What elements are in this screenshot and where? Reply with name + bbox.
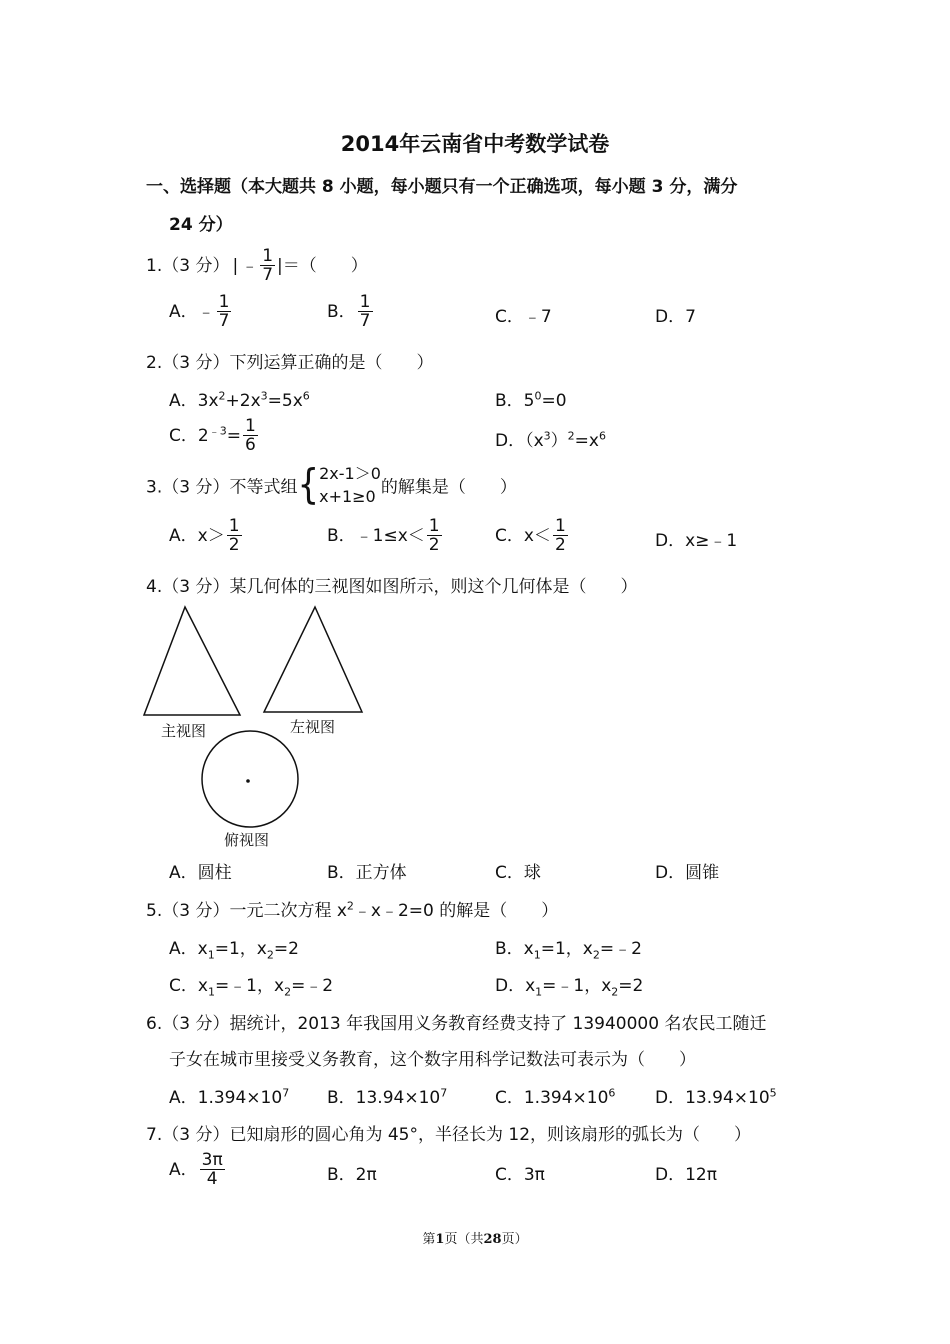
top-view-center-point: [246, 779, 250, 783]
top-view-label: 俯视图: [224, 831, 270, 849]
question-4-option-b: B．正方体: [327, 863, 407, 883]
question-6-option-c: C．$1.394\times 10^6$: [495, 1086, 616, 1108]
question-3-option-c: C．x＜ $\frac{1}{2}$: [495, 516, 566, 555]
question-2-option-a: A．$3x^2+2x^3=5x^6$: [169, 389, 310, 411]
section-heading: 一、选择题（本大题共 8 小题，每小题只有一个正确选项，每小题 3 分，满分: [146, 177, 738, 197]
question-1-option-d: D．7: [655, 307, 696, 327]
question-6-stem: 6.（3 分）据统计，2013 年我国用义务教育经费支持了 13940000 名农民工随迁: [146, 1014, 767, 1034]
front-view-label: 主视图: [161, 722, 207, 740]
question-7-option-c: C．3π: [495, 1165, 545, 1185]
question-3-option-d: D．x≥﹣1: [655, 531, 738, 551]
question-3-option-b: B．﹣1≤x＜ $\frac{1}{2}$: [327, 516, 440, 555]
left-view-triangle: [264, 607, 362, 712]
question-3-stem: 3.（3 分）不等式组{ 2x-1＞0 x+1≥0 的解集是（ ）: [146, 461, 517, 510]
question-2-option-d: D．$(x^3)^2=x^6$: [495, 429, 606, 451]
question-5-option-d: D．$x_1=﹣1$，$x_2=2$: [495, 976, 644, 999]
question-5-option-c: C．$x_1=﹣1$，$x_2=﹣2$: [169, 976, 334, 999]
question-6-stem-cont: 子女在城市里接受义务教育，这个数字用科学记数法可表示为（ ）: [169, 1050, 696, 1070]
question-5-stem: 5.（3 分）一元二次方程 $x^2﹣x﹣2=0$ 的解是（ ）: [146, 899, 559, 921]
question-4-option-a: A．圆柱: [169, 863, 232, 883]
question-6-option-a: A．$1.394\times 10^7$: [169, 1086, 290, 1108]
page-footer: 第1页（共28页）: [422, 1232, 528, 1247]
question-2-stem: 2.（3 分）下列运算正确的是（ ）: [146, 353, 434, 373]
question-4-option-c: C．球: [495, 863, 541, 883]
question-6-option-d: D．$13.94\times 10^5$: [655, 1086, 777, 1108]
question-2-option-b: B．$5^0=0$: [495, 389, 567, 411]
question-6-option-b: B．$13.94\times 10^7$: [327, 1086, 448, 1108]
front-view-triangle: [144, 607, 240, 715]
page-title: 2014年云南省中考数学试卷: [340, 132, 610, 156]
question-5-option-a: A．$x_1=1$，$x_2=2$: [169, 939, 299, 962]
question-7-stem: 7.（3 分）已知扇形的圆心角为 45°，半径长为 12，则该扇形的弧长为（ ）: [146, 1125, 752, 1145]
question-5-option-b: B．$x_1=1$，$x_2=﹣2$: [495, 939, 642, 962]
question-7-option-d: D．12π: [655, 1165, 717, 1185]
question-1-option-a: A．﹣ $\frac{1}{7}$: [169, 292, 230, 331]
question-4-option-d: D．圆锥: [655, 863, 720, 883]
question-7-option-a: A． $\frac{3\pi}{4}$: [169, 1150, 223, 1189]
left-view-label: 左视图: [290, 718, 336, 736]
question-1-option-c: C．﹣7: [495, 307, 552, 327]
question-1-stem: 1.（3 分） | ﹣ $\frac{1}{7}$ |＝（ ）: [146, 246, 368, 285]
question-1-option-b: B． $\frac{1}{7}$: [327, 292, 371, 331]
section-heading-cont: 24 分）: [169, 215, 233, 235]
question-3-option-a: A．x＞ $\frac{1}{2}$: [169, 516, 240, 555]
question-2-option-c: C．$2^{﹣3}=$ $\frac{1}{6}$: [169, 416, 256, 455]
question-4-stem: 4.（3 分）某几何体的三视图如图所示，则这个几何体是（ ）: [146, 577, 638, 597]
question-7-option-b: B．2π: [327, 1165, 377, 1185]
top-view-circle: [202, 731, 298, 827]
